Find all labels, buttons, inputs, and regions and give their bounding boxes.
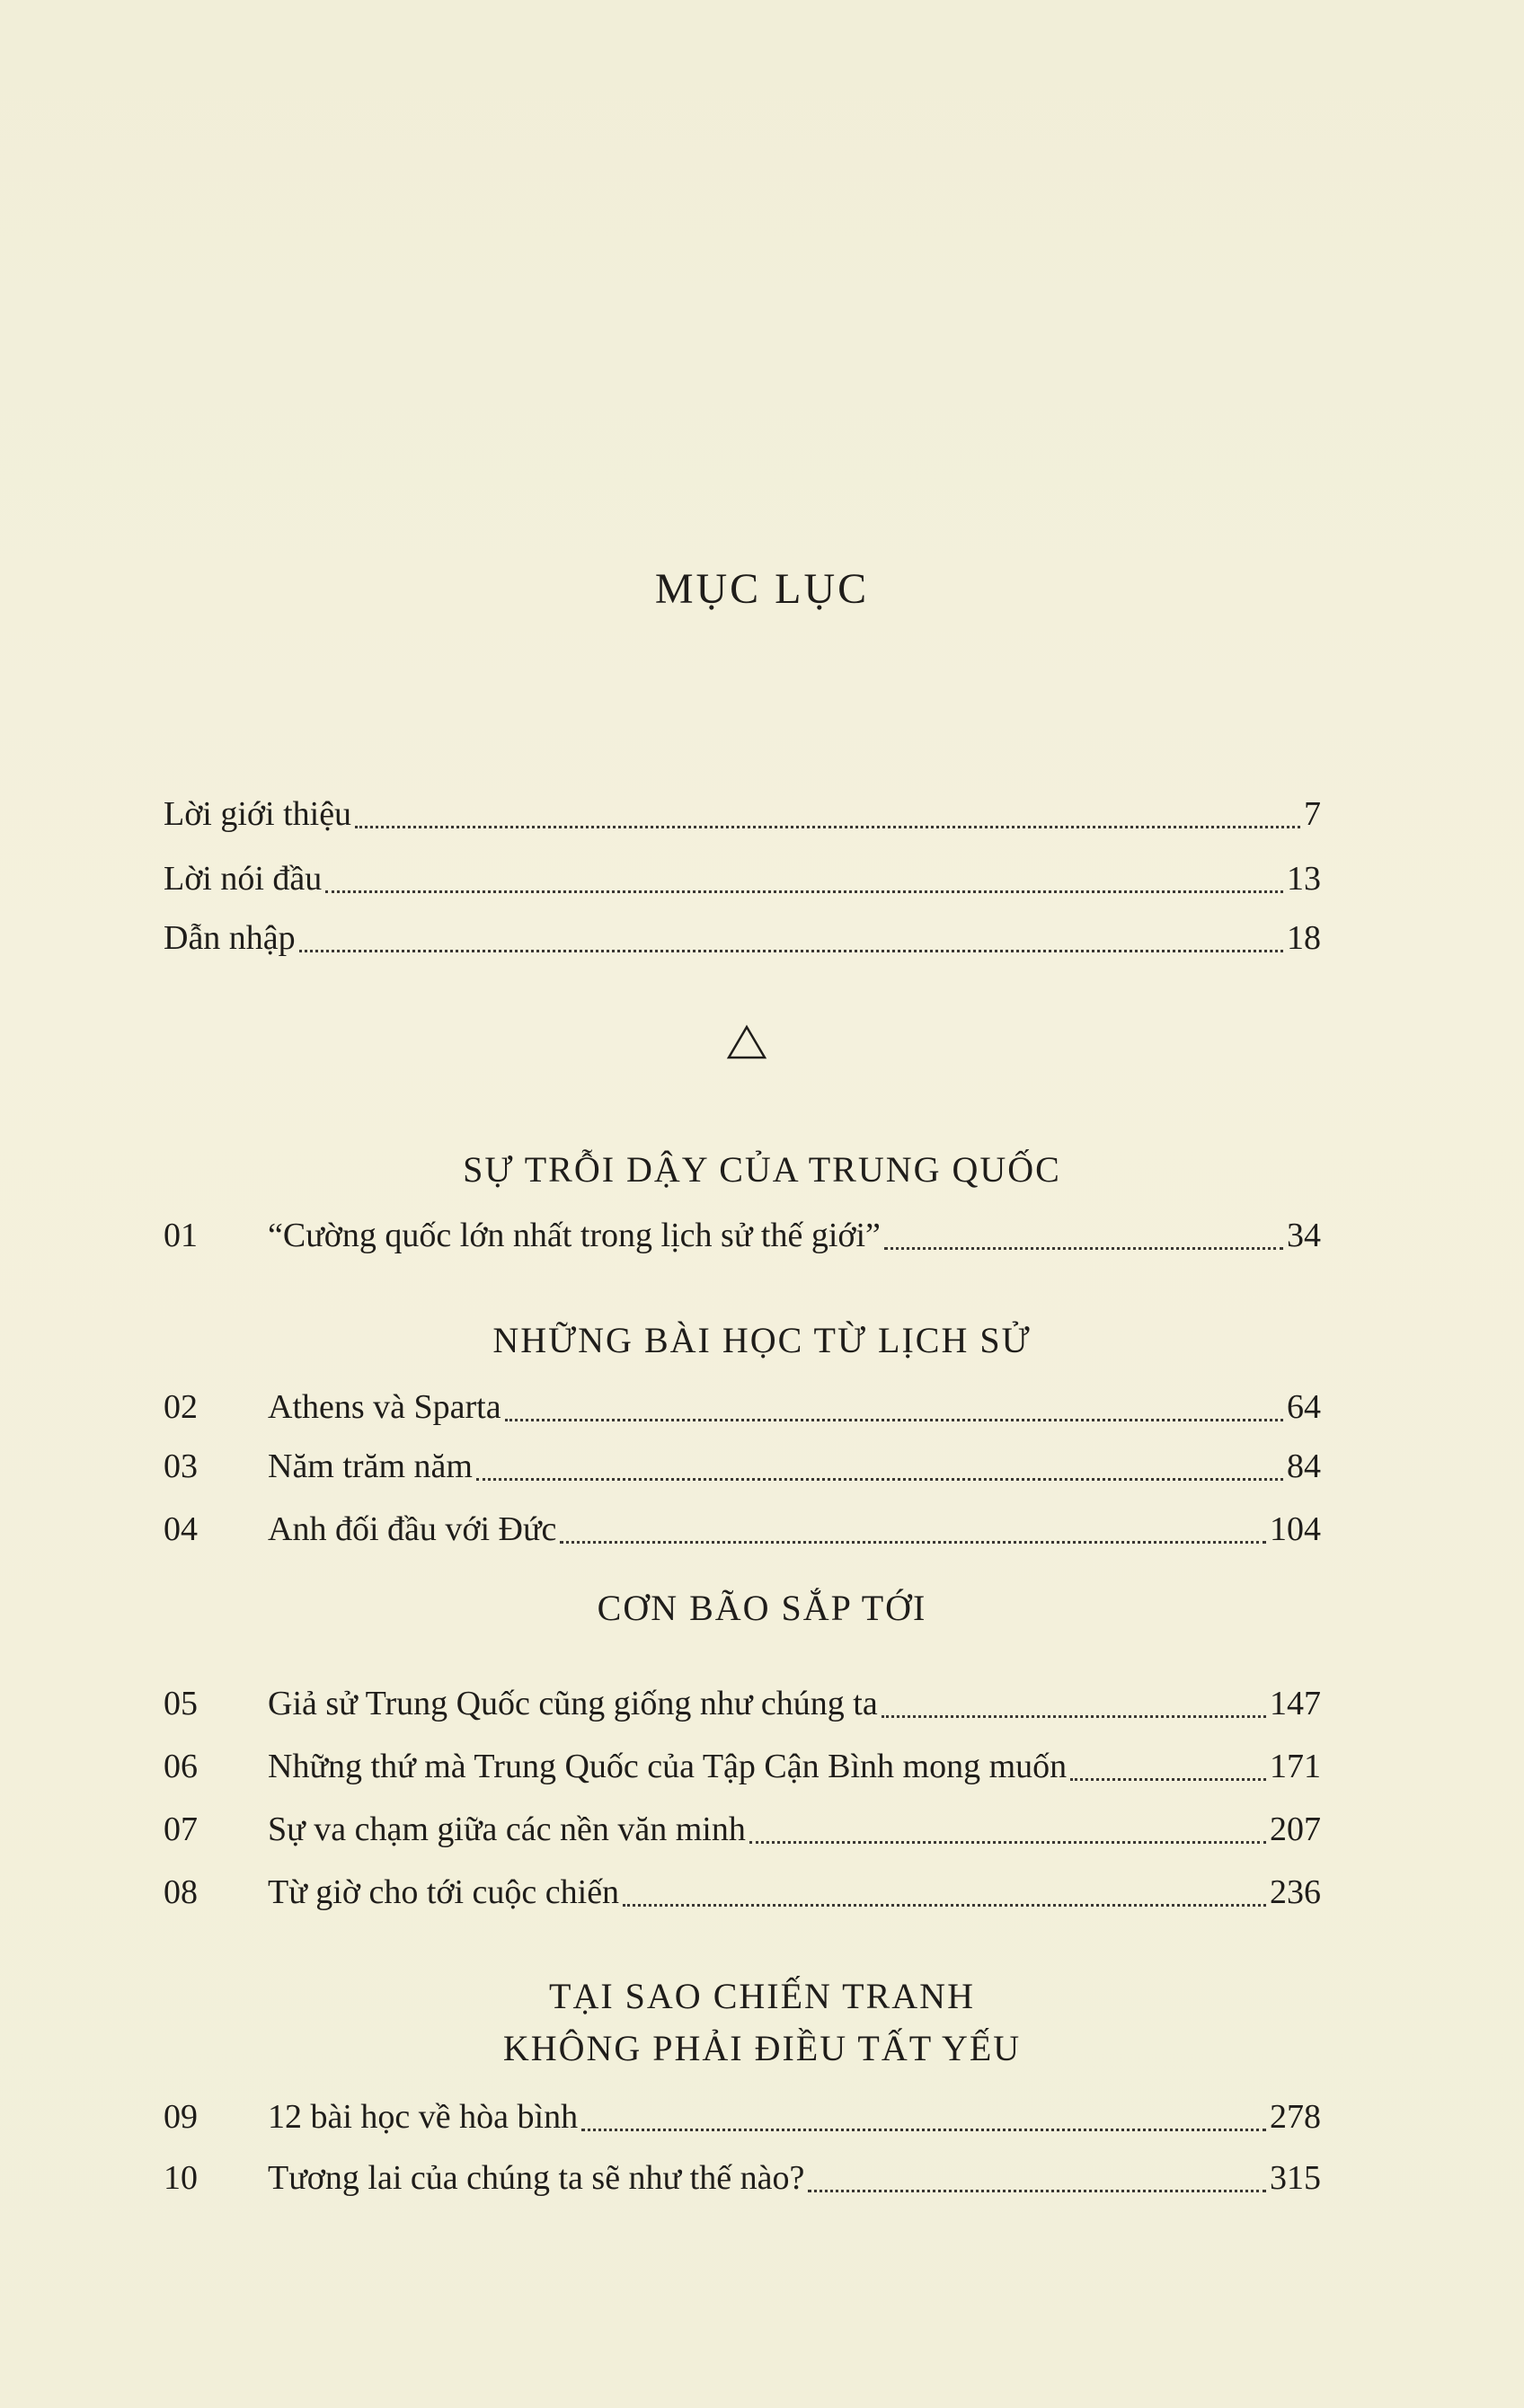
chapter-number: 08 [164,1873,198,1911]
chapter-number: 07 [164,1810,198,1848]
section-heading [0,1315,1524,1366]
chapter-number: 05 [164,1685,198,1722]
dot-leader [749,1840,1266,1844]
toc-entry-front[interactable] [164,915,1321,961]
section-heading [0,2023,1524,2074]
entry-page: 278 [1270,2098,1321,2136]
toc-entry-chapter[interactable] [164,1384,1321,1430]
entry-page: 7 [1304,795,1321,833]
toc-entry-front[interactable] [164,791,1321,837]
dot-leader [355,825,1300,828]
dot-leader [299,949,1283,952]
triangle-ornament-icon [726,1024,767,1060]
toc-entry-chapter[interactable] [164,2094,1321,2140]
entry-page: 104 [1270,1510,1321,1548]
chapter-number: 10 [164,2159,198,2197]
entry-page: 147 [1270,1685,1321,1722]
dot-leader [623,1903,1266,1907]
entry-label: Năm trăm năm [268,1447,473,1485]
dot-leader [808,2189,1266,2192]
section-heading-line: KHÔNG PHẢI ĐIỀU TẤT YẾU [502,2028,1022,2068]
entry-page: 64 [1287,1388,1321,1426]
dot-leader [884,1246,1283,1250]
entry-label: Giả sử Trung Quốc cũng giống như chúng ta [268,1685,878,1722]
toc-entry-chapter[interactable] [164,1680,1321,1727]
section-heading-line: CƠN BÃO SẮP TỚI [597,1588,927,1628]
chapter-number: 02 [164,1388,198,1426]
section-heading [0,1145,1524,1195]
entry-page: 171 [1270,1748,1321,1785]
entry-label: Athens và Sparta [268,1388,501,1426]
section-heading-line: SỰ TRỖI DẬY CỦA TRUNG QUỐC [463,1149,1061,1190]
chapter-number: 06 [164,1748,198,1785]
entry-label: Anh đối đầu với Đức [268,1510,557,1548]
entry-label: Lời nói đầu [164,860,323,898]
entry-label: Tương lai của chúng ta sẽ như thế nào? [268,2159,805,2197]
chapter-number: 03 [164,1447,198,1485]
entry-label: Lời giới thiệu [164,795,352,833]
chapter-number: 04 [164,1510,198,1548]
entry-page: 13 [1287,860,1321,898]
section-heading [0,1583,1524,1633]
entry-label: “Cường quốc lớn nhất trong lịch sử thế giới” [268,1217,881,1254]
toc-entry-chapter[interactable] [164,1743,1321,1790]
entry-page: 18 [1287,919,1321,957]
entry-label: Những thứ mà Trung Quốc của Tập Cận Bình mong muốn [268,1748,1068,1785]
dot-leader [505,1418,1283,1421]
toc-entry-front[interactable] [164,855,1321,902]
toc-entry-chapter[interactable] [164,1869,1321,1916]
toc-entry-chapter[interactable] [164,1212,1321,1259]
toc-entry-chapter[interactable] [164,2155,1321,2201]
entry-page: 34 [1287,1217,1321,1254]
entry-page: 84 [1287,1447,1321,1485]
section-heading [0,1971,1524,2022]
entry-label: Từ giờ cho tới cuộc chiến [268,1873,620,1911]
section-heading-line: TẠI SAO CHIẾN TRANH [549,1976,975,2016]
dot-leader [581,2128,1266,2131]
entry-page: 207 [1270,1810,1321,1848]
dot-leader [325,890,1283,893]
entry-label: Dẫn nhập [164,919,296,957]
section-heading-line: NHỮNG BÀI HỌC TỪ LỊCH SỬ [492,1320,1032,1360]
toc-entry-chapter[interactable] [164,1506,1321,1553]
entry-label: 12 bài học về hòa bình [268,2098,579,2136]
page-title: MỤC LỤC [654,565,870,613]
dot-leader [476,1477,1283,1481]
toc-entry-chapter[interactable] [164,1806,1321,1853]
entry-label: Sự va chạm giữa các nền văn minh [268,1810,746,1848]
dot-leader [882,1714,1266,1718]
toc-entry-chapter[interactable] [164,1443,1321,1490]
entry-page: 315 [1270,2159,1321,2197]
chapter-number: 01 [164,1217,198,1254]
chapter-number: 09 [164,2098,198,2136]
entry-page: 236 [1270,1873,1321,1911]
dot-leader [1070,1777,1266,1781]
dot-leader [560,1540,1266,1544]
